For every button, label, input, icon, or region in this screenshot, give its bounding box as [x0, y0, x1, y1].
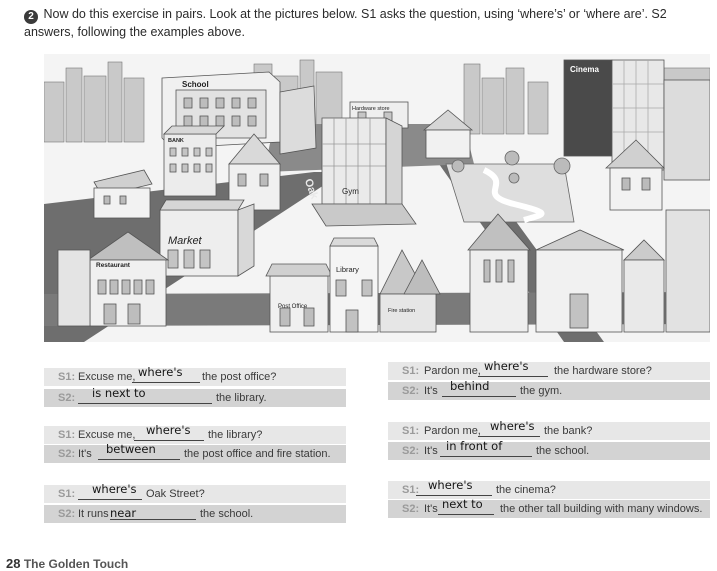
label-fire-station: Fire station: [388, 308, 416, 314]
dialogue-3-s1: S1: where's Oak Street?: [44, 485, 346, 503]
dialogue-6-s2: S2: It's next to the other tall building with many windows.: [388, 500, 710, 518]
dialogue-2-s1: S1: Excuse me, where's the library?: [44, 426, 346, 444]
answer-5-s1: where's: [490, 419, 535, 433]
instruction-text: Now do this exercise in pairs. Look at the pictures below. S1 asks the question, using ‘where’s’ or ‘where are’. S2 answers, following the examples above.: [24, 7, 667, 39]
answer-2-s2: between: [106, 442, 156, 456]
answer-3-s1: where's: [92, 482, 137, 496]
dialogue-6-s1: S1: where's the cinema?: [388, 481, 710, 499]
answer-3-s2: near: [110, 506, 137, 520]
dialogue-5-s1: S1: Pardon me, where's the bank?: [388, 422, 710, 440]
dialogue-5-s2: S2: It's in front of the school.: [388, 442, 710, 460]
answer-2-s1: where's: [146, 423, 191, 437]
exercise-number: 2: [24, 10, 38, 24]
answer-4-s1: where's: [484, 359, 529, 373]
answer-1-s2: is next to: [92, 386, 146, 400]
dialogue-2-s2: S2: It's between the post office and fire station.: [44, 445, 346, 463]
page-footer: [6, 556, 128, 571]
label-post-office: Post Office: [278, 304, 308, 310]
answer-4-s2: behind: [450, 379, 490, 393]
label-market: Market: [168, 235, 202, 247]
label-restaurant: Restaurant: [96, 262, 130, 269]
label-bank: BANK: [168, 138, 184, 144]
label-gym: Gym: [342, 187, 359, 196]
label-oak: Oak: [301, 177, 321, 201]
answer-6-s1: where's: [428, 478, 473, 492]
dialogue-1-s1: S1: Excuse me, where's the post office?: [44, 368, 346, 386]
dialogue-4-s1: S1: Pardon me, where's the hardware store?: [388, 362, 710, 380]
label-cinema: Cinema: [570, 65, 599, 74]
exercise-instruction: [24, 6, 712, 41]
label-school: School: [182, 80, 209, 89]
dialogue-1-s2: S2: is next to the library.: [44, 389, 346, 407]
answer-1-s1: where's: [138, 365, 183, 379]
answer-6-s2: next to: [442, 497, 483, 511]
page-number: 28: [6, 556, 21, 571]
dialogue-3-s2: S2: It runs near the school.: [44, 505, 346, 523]
answer-5-s2: in front of: [446, 439, 503, 453]
label-library: Library: [336, 265, 359, 274]
dialogue-4-s2: S2: It's behind the gym.: [388, 382, 710, 400]
city-illustration: [44, 54, 710, 342]
book-title: The Golden Touch: [23, 557, 129, 571]
label-hardware: Hardware store: [352, 106, 390, 112]
